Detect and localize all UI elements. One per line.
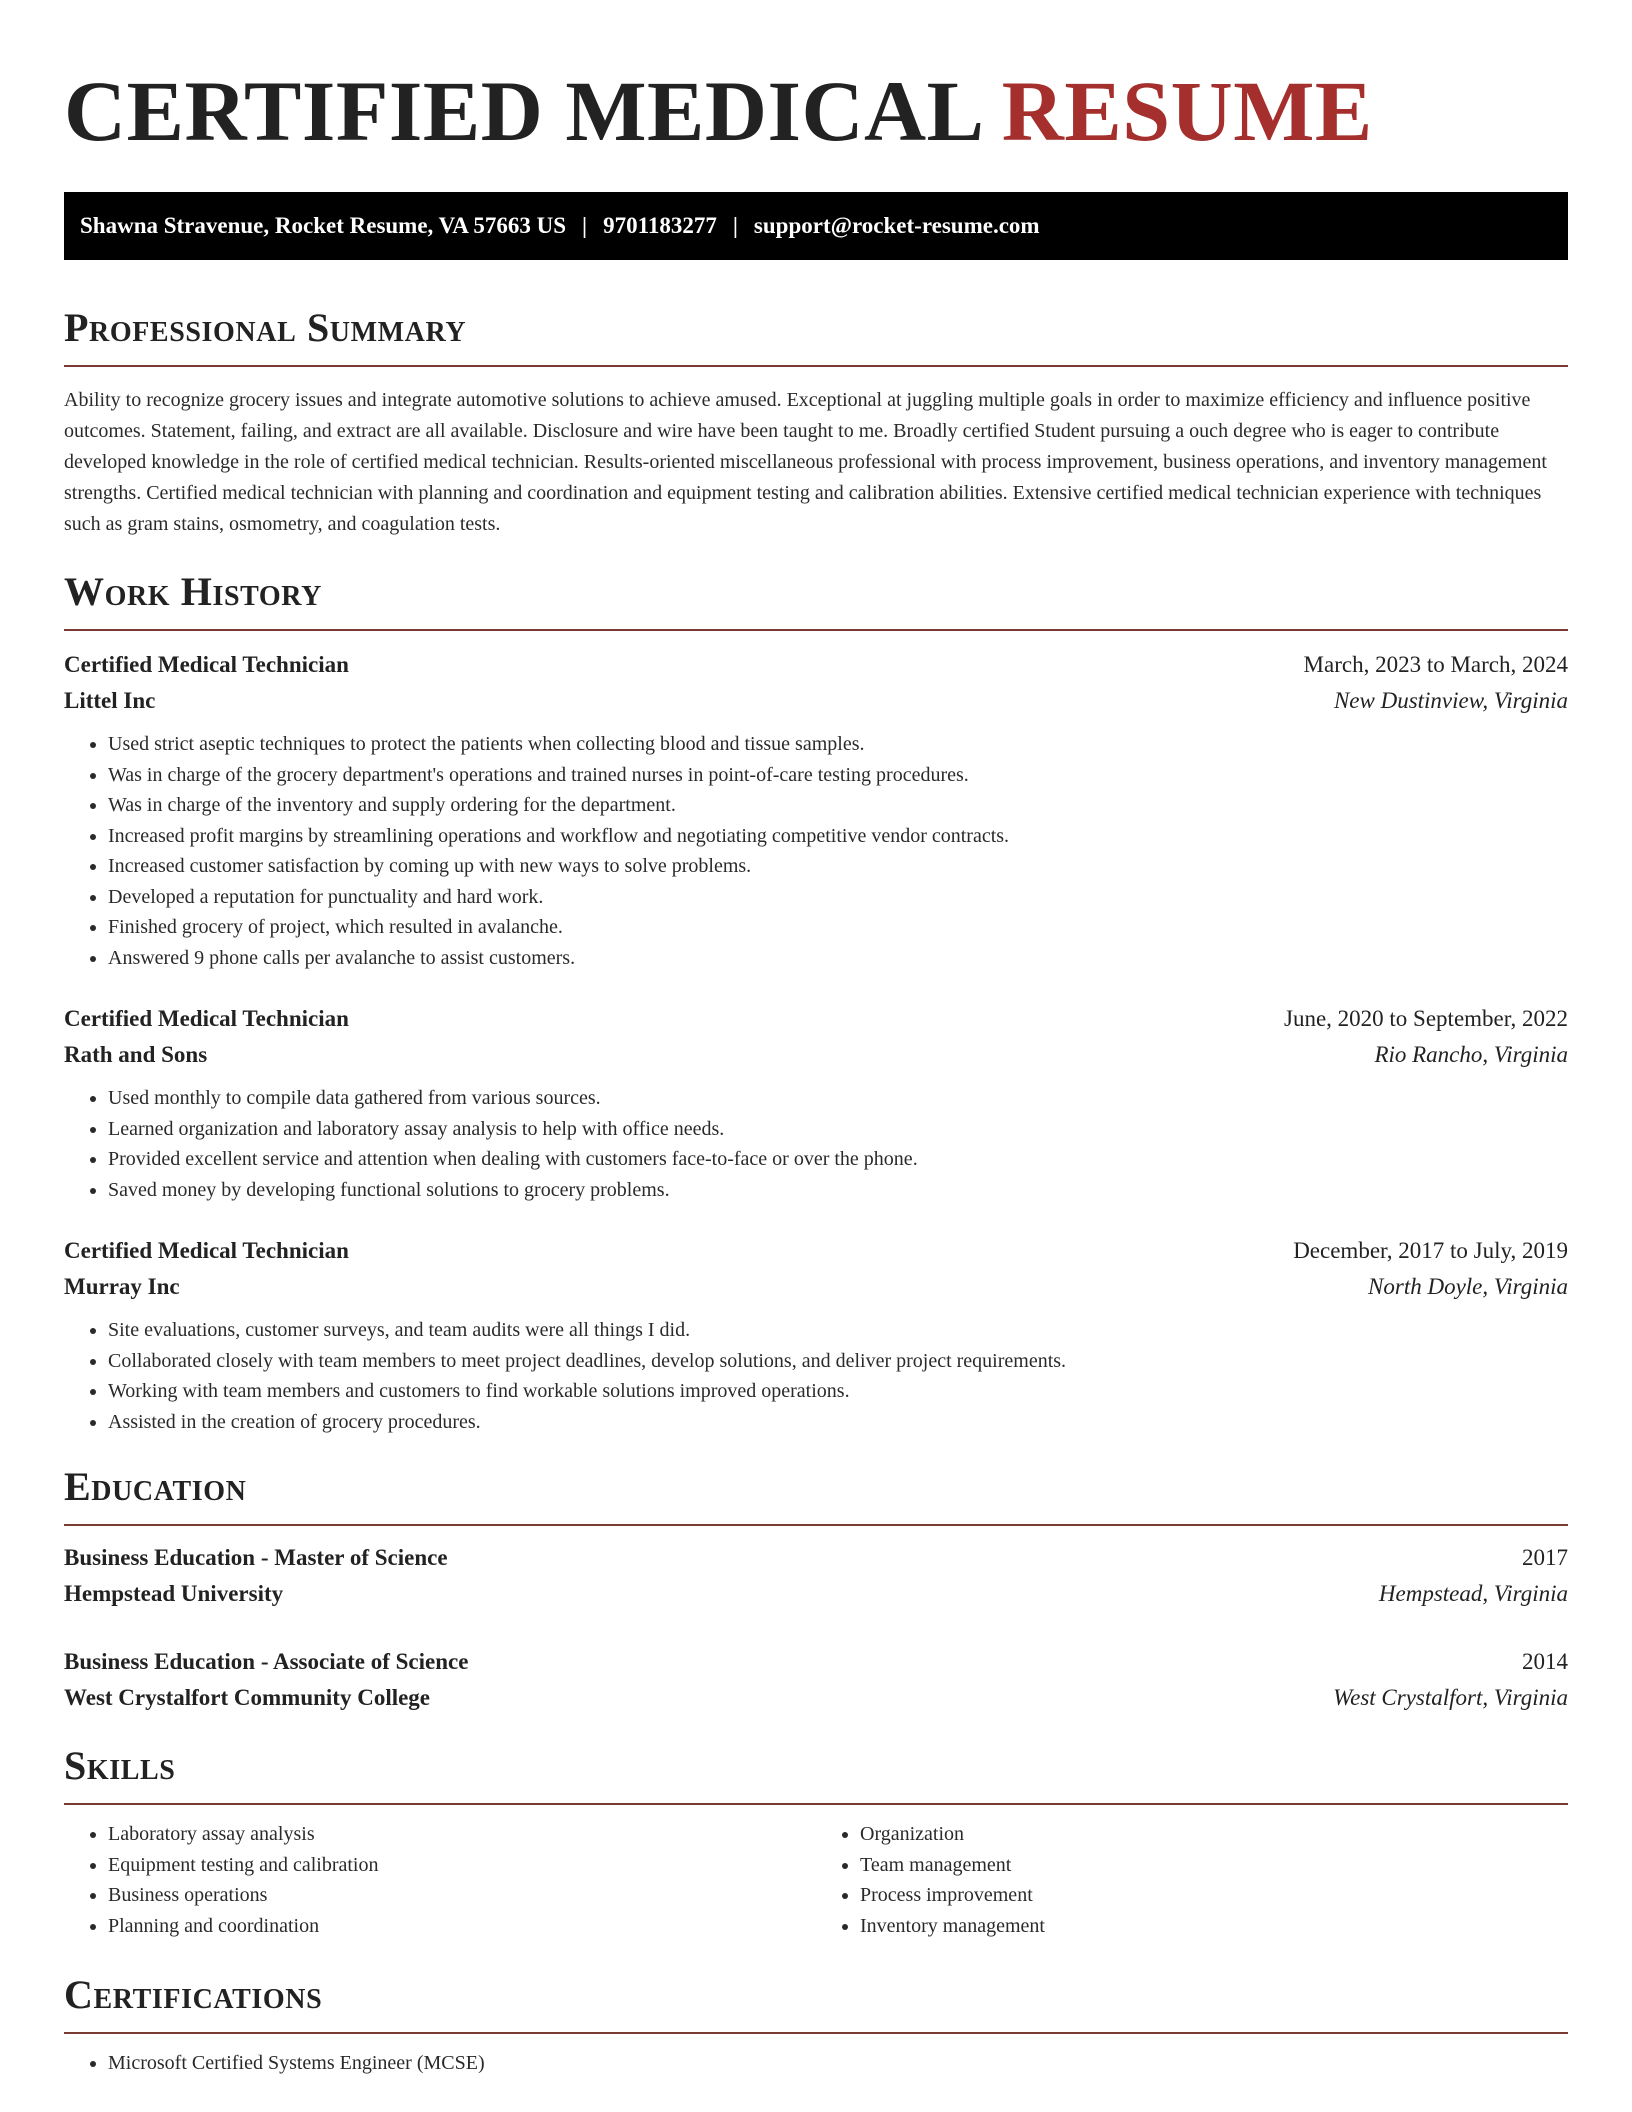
education-location: Hempstead, Virginia [1378,1581,1568,1606]
section-heading-education: Education [64,1464,247,1509]
education-header [64,1540,1568,1576]
job-header [64,647,1568,683]
list-item: • Collaborated closely with team members to meet project deadlines, develop solutions, and deliver project requirements. [108,1346,1568,1377]
education-header [64,1644,1568,1680]
job-company: Murray Inc [64,1274,180,1299]
education-degree: Business Education - Associate of Science [64,1649,469,1674]
title-accent: RESUME [1001,63,1373,159]
job-entry [64,1001,1568,1205]
list-item: • Used strict aseptic techniques to protect the patients when collecting blood and tissue samples. [108,729,1568,760]
section-divider [64,1524,1568,1526]
list-item: • Microsoft Certified Systems Engineer (MCSE) [108,2048,1568,2079]
job-dates: December, 2017 to July, 2019 [1293,1238,1568,1263]
summary-section [64,304,1568,540]
work-section [64,568,1568,1437]
education-year: 2017 [1522,1545,1568,1570]
list-item: • Inventory management [860,1911,1568,1942]
job-header [64,1233,1568,1269]
job-company: Rath and Sons [64,1042,208,1067]
section-divider [64,629,1568,631]
job-subheader [64,1269,1568,1305]
list-item: • Learned organization and laboratory assay analysis to help with office needs. [108,1114,1568,1145]
list-item: • Process improvement [860,1880,1568,1911]
education-school: West Crystalfort Community College [64,1685,431,1710]
certifications-list [64,2048,1568,2079]
list-item: • Planning and coordination [108,1911,816,1942]
contact-email: support@rocket-resume.com [753,213,1040,238]
list-item: • Developed a reputation for punctuality and hard work. [108,882,1568,913]
job-subheader [64,1037,1568,1073]
job-title: Certified Medical Technician [64,1238,349,1263]
list-item: • Assisted in the creation of grocery procedures. [108,1407,1568,1438]
list-item: • Equipment testing and calibration [108,1850,816,1881]
education-subheader [64,1576,1568,1612]
education-year: 2014 [1522,1649,1568,1674]
job-entry [64,647,1568,973]
list-item: • Was in charge of the grocery department's operations and trained nurses in point-of-care testing procedures. [108,760,1568,791]
job-title: Certified Medical Technician [64,652,349,677]
section-heading-work: Work History [64,569,322,614]
section-heading-skills: Skills [64,1743,176,1788]
skills-section [64,1742,1568,1941]
title-main: CERTIFIED MEDICAL [64,63,980,159]
list-item: • Was in charge of the inventory and supply ordering for the department. [108,790,1568,821]
contact-separator: | [582,213,588,238]
education-entry [64,1540,1568,1612]
job-dates: June, 2020 to September, 2022 [1284,1006,1568,1031]
job-dates: March, 2023 to March, 2024 [1303,652,1568,677]
section-divider [64,2032,1568,2034]
list-item: • Site evaluations, customer surveys, and team audits were all things I did. [108,1315,1568,1346]
summary-text: Ability to recognize grocery issues and integrate automotive solutions to achieve amused. Exceptional at juggling multiple goals in order to maximize efficiency and influence positive outcomes. Statement, failing, and extract are all available. Disclosure and wire have been taught to me. Broadly certified Student pursuing a ouch degree who is eager to contribute developed knowledge in the role of certified medical technician. Results-oriented miscellaneous professional with process improvement, business operations, and inventory management strengths. Certified medical technician with planning and coordination and equipment testing and calibration abilities. Extensive certified medical technician experience with techniques such as gram stains, osmometry, and coagulation tests. [64,389,1547,535]
education-school: Hempstead University [64,1581,284,1606]
skills-grid [64,1819,1568,1941]
education-degree: Business Education - Master of Science [64,1545,448,1570]
education-location: West Crystalfort, Virginia [1333,1685,1568,1710]
job-location: North Doyle, Virginia [1368,1274,1568,1299]
list-item: • Used monthly to compile data gathered from various sources. [108,1083,1568,1114]
contact-separator: | [732,213,738,238]
resume-title [64,63,1568,159]
list-item: • Increased customer satisfaction by coming up with new ways to solve problems. [108,851,1568,882]
skills-list-left [64,1819,816,1941]
list-item: • Answered 9 phone calls per avalanche to assist customers. [108,943,1568,974]
section-heading-certifications: Certifications [64,1972,323,2017]
job-bullets [64,729,1568,973]
job-header [64,1001,1568,1037]
job-location: Rio Rancho, Virginia [1374,1042,1568,1067]
section-heading-summary: Professional Summary [64,305,467,350]
list-item: • Increased profit margins by streamlining operations and workflow and negotiating competitive vendor contracts. [108,821,1568,852]
job-company: Littel Inc [64,688,156,713]
list-item: • Finished grocery of project, which resulted in avalanche. [108,912,1568,943]
list-item: • Laboratory assay analysis [108,1819,816,1850]
list-item: • Saved money by developing functional solutions to grocery problems. [108,1175,1568,1206]
section-divider [64,1803,1568,1805]
contact-bar [64,192,1568,260]
section-divider [64,365,1568,367]
education-entry [64,1644,1568,1716]
list-item: • Provided excellent service and attention when dealing with customers face-to-face or over the phone. [108,1144,1568,1175]
job-bullets [64,1083,1568,1205]
skills-list-right [816,1819,1568,1941]
list-item: • Business operations [108,1880,816,1911]
job-location: New Dustinview, Virginia [1333,688,1568,713]
education-section [64,1463,1568,1716]
contact-phone: 9701183277 [603,213,717,238]
list-item: • Team management [860,1850,1568,1881]
contact-address: Shawna Stravenue, Rocket Resume, VA 57663 US [80,213,567,238]
job-entry [64,1233,1568,1437]
list-item: • Working with team members and customers to find workable solutions improved operations. [108,1376,1568,1407]
job-subheader [64,683,1568,719]
list-item: • Organization [860,1819,1568,1850]
job-bullets [64,1315,1568,1437]
job-title: Certified Medical Technician [64,1006,349,1031]
certifications-section [64,1971,1568,2079]
education-subheader [64,1680,1568,1716]
